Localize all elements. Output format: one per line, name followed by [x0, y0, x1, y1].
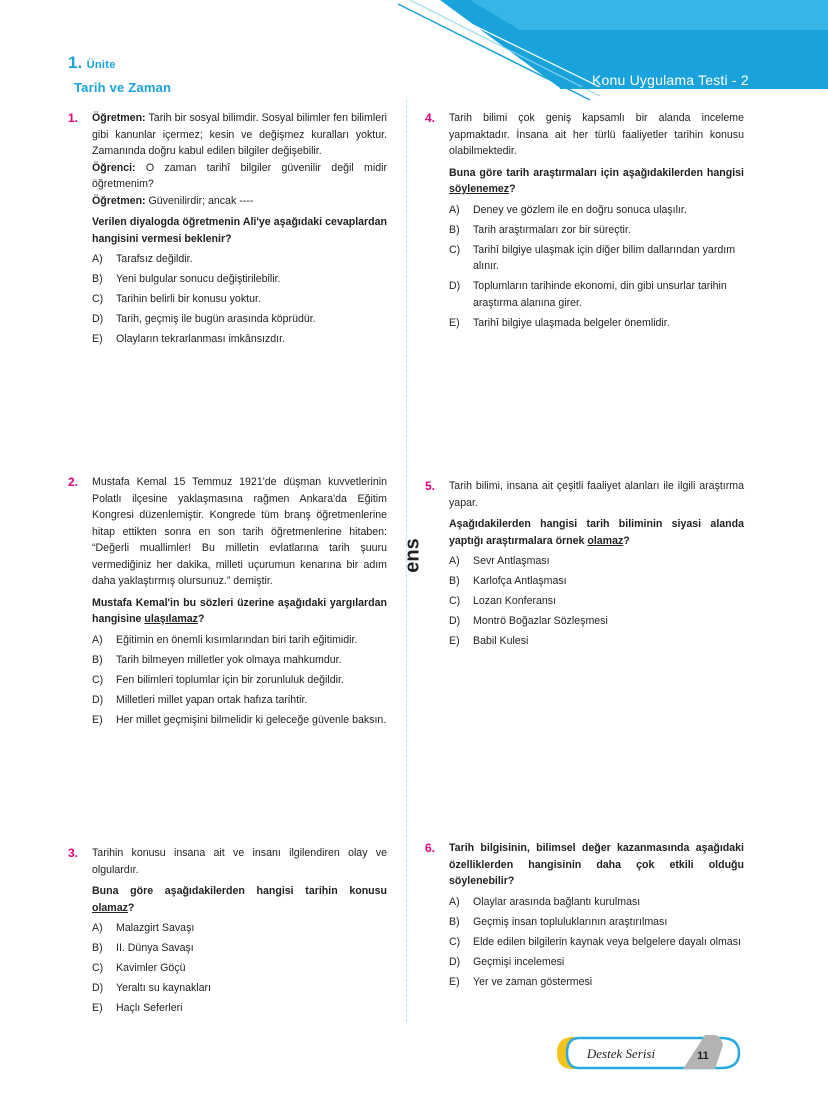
- option-c[interactable]: C) Lozan Konferansı: [449, 595, 557, 607]
- option-d[interactable]: D) Tarih, geçmiş ile bugün arasında köprüdür.: [92, 313, 316, 325]
- footer-series-badge: [555, 1035, 741, 1071]
- option-b[interactable]: B) Tarih araştırmaları zor bir süreçtir.: [449, 223, 631, 236]
- question-prompt: Verilen diyalogda öğretmenin Ali'ye aşağıdaki cevaplardan hangisini vermesi beklenir?: [92, 216, 387, 245]
- option-d[interactable]: D) Geçmişi incelemesi: [449, 955, 565, 968]
- question-prompt: Aşağıdakilerden hangisi tarih biliminin siyasi alanda yaptığı araştırmalara örnek olamaz?: [449, 518, 744, 547]
- test-title: Konu Uygulama Testi - 2: [592, 72, 749, 88]
- series-label: Destek Serisi: [586, 1046, 656, 1061]
- option-d[interactable]: D) Montrö Boğazlar Sözleşmesi: [449, 615, 608, 627]
- question-2: [68, 474, 387, 732]
- option-d[interactable]: D) Yeraltı su kaynakları: [92, 982, 212, 994]
- options-list: [449, 894, 744, 991]
- option-a[interactable]: A) Malazgirt Savaşı: [92, 922, 195, 934]
- option-e[interactable]: E) Haçlı Seferleri: [92, 1002, 183, 1014]
- brand-logo: ens: [401, 538, 424, 573]
- question-5: [425, 478, 744, 653]
- option-b[interactable]: B) Yeni bulgular sonucu değiştirilebilir.: [92, 273, 281, 285]
- option-c[interactable]: C) Elde edilen bilgilerin kaynak veya belgelere dayalı olması: [449, 935, 741, 948]
- option-e[interactable]: E) Babil Kulesi: [449, 635, 529, 647]
- option-d[interactable]: D) Milletleri millet yapan ortak hafıza tarihtir.: [92, 693, 308, 706]
- option-e[interactable]: E) Her millet geçmişini bilmelidir ki geleceğe güvenle baksın.: [92, 713, 387, 726]
- subject-title: Tarih ve Zaman: [74, 80, 172, 95]
- header-decoration: [0, 0, 828, 120]
- unit-label: [68, 53, 116, 73]
- option-e[interactable]: E) Yer ve zaman göstermesi: [449, 975, 593, 988]
- question-stem: Tarih bilimi, insana ait çeşitli faaliyet alanları ile ilgili araştırma yapar.: [449, 480, 744, 509]
- option-a[interactable]: A) Deney ve gözlem ile en doğru sonuca ulaşılır.: [449, 203, 687, 216]
- question-prompt: Tarih bilgisinin, bilimsel değer kazanmasında aşağıdaki özelliklerden hangisinin daha çok etkili olduğu söylenebilir?: [449, 842, 744, 887]
- question-number: 1.: [68, 111, 79, 125]
- option-a[interactable]: A) Olaylar arasında bağlantı kurulması: [449, 895, 641, 908]
- dialogue-line: Öğretmen: Tarih bir sosyal bilimdir. Sosyal bilimler fen bilimleri gibi kanunlar içermez; kesin ve değişmez kuralları yoktur. Zamanında doğru kabul edilen bilgiler değişebilir.: [92, 112, 387, 157]
- unit-number: 1.: [68, 53, 83, 72]
- dialogue-line: Öğretmen: Güvenilirdir; ancak ----: [92, 194, 254, 207]
- question-stem: Tarihin konusu insana ait ve insanı ilgilendiren olay ve olgulardır.: [92, 847, 387, 876]
- option-a[interactable]: A) Sevr Antlaşması: [449, 555, 550, 567]
- page-number: 11: [697, 1050, 709, 1062]
- unit-word: Ünite: [86, 59, 116, 71]
- dialogue-line: Öğrenci: O zaman tarihî bilgiler güvenilir değil midir öğretmenim?: [92, 161, 387, 190]
- options-list: [92, 251, 387, 348]
- option-b[interactable]: B) Karlofça Antlaşması: [449, 575, 567, 587]
- question-prompt: Buna göre tarih araştırmaları için aşağıdakilerden hangisi söylenemez?: [449, 166, 744, 195]
- options-list: [92, 920, 387, 1017]
- option-c[interactable]: C) Fen bilimleri toplumlar için bir zorunluluk değildir.: [92, 673, 344, 686]
- option-b[interactable]: B) Tarih bilmeyen milletler yok olmaya mahkumdur.: [92, 653, 342, 666]
- question-number: 2.: [68, 475, 79, 489]
- option-d[interactable]: D) Toplumların tarihinde ekonomi, din gibi unsurlar tarihin araştırma alanına girer.: [449, 280, 727, 309]
- option-c[interactable]: C) Tarihî bilgiye ulaşmak için diğer bilim dallarından yardım alınır.: [449, 243, 736, 272]
- options-list: [449, 553, 744, 650]
- question-prompt: Mustafa Kemal'in bu sözleri üzerine aşağıdaki yargılardan hangisine ulaşılamaz?: [92, 596, 387, 625]
- option-e[interactable]: E) Tarihî bilgiye ulaşmada belgeler önemlidir.: [449, 316, 670, 329]
- question-4: [425, 110, 744, 335]
- question-number: 5.: [425, 479, 436, 493]
- option-c[interactable]: C) Kavimler Göçü: [92, 962, 186, 974]
- option-c[interactable]: C) Tarihin belirli bir konusu yoktur.: [92, 293, 261, 305]
- question-1: [68, 110, 387, 351]
- question-6: [425, 840, 744, 994]
- question-number: 4.: [425, 111, 436, 125]
- question-stem: Tarih bilimi çok geniş kapsamlı bir alanda inceleme yapmaktadır. İnsana ait her türlü faaliyetler tarihin konusu olabilmektedir.: [449, 112, 744, 157]
- option-a[interactable]: A) Eğitimin en önemli kısımlarından biri tarih eğitimidir.: [92, 633, 358, 646]
- question-prompt: Buna göre aşağıdakilerden hangisi tarihin konusu olamaz?: [92, 885, 387, 914]
- question-3: [68, 845, 387, 1020]
- option-a[interactable]: A) Tarafsız değildir.: [92, 253, 193, 265]
- question-number: 6.: [425, 841, 436, 855]
- options-list: [92, 632, 387, 729]
- options-list: [449, 202, 744, 332]
- option-b[interactable]: B) Geçmiş insan topluluklarının araştırılması: [449, 915, 668, 928]
- option-b[interactable]: B) II. Dünya Savaşı: [92, 942, 194, 954]
- option-e[interactable]: E) Olayların tekrarlanması imkânsızdır.: [92, 333, 285, 345]
- question-stem: Mustafa Kemal 15 Temmuz 1921'de düşman kuvvetlerinin Polatlı ilçesine yaklaşmasına rağmen Ankara'da Eğitim Kongresi düzenlemiştir. Kongrede tüm branş öğretmenlerine hitap ettikten sonra en son tarih öğretmenlerine hitaben: “Değerli muallimler! Bu milletin evlatlarına tarih şuuru vermediğiniz her dakika, milleti uçurumun kenarına bir adım daha yaklaştırmış olursunuz.” demiştir.: [92, 476, 387, 587]
- question-number: 3.: [68, 846, 79, 860]
